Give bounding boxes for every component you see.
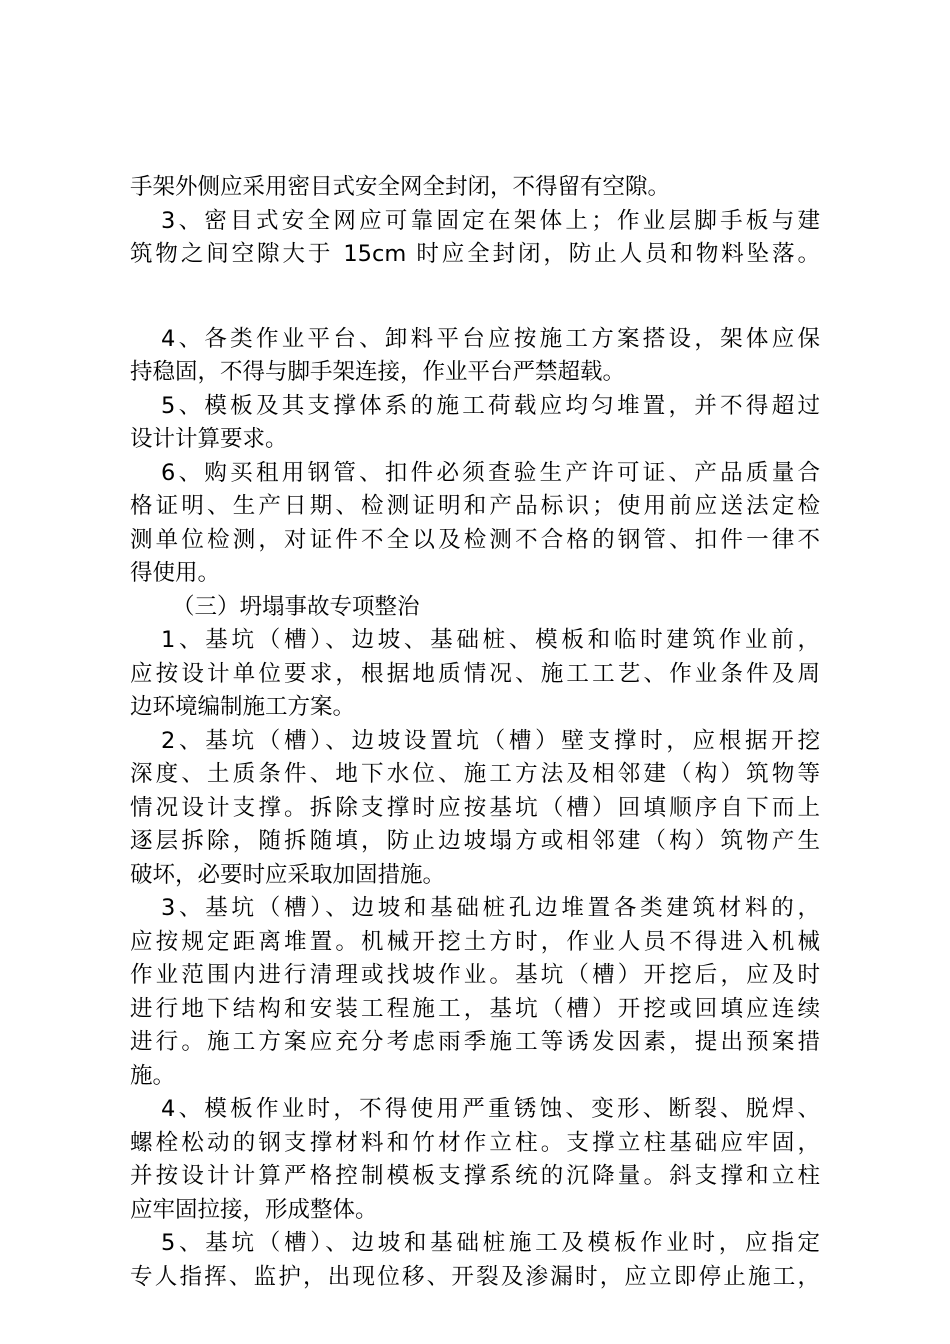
text-line-15: 边环境编制施工方案。 [130,694,356,720]
text-line-14: 应按设计单位要求，根据地质情况、施工工艺、作业条件及周 [130,660,820,687]
section-heading: （三）坍塌事故专项整治 [172,593,420,620]
text-line-28: 螺栓松动的钢支撑材料和竹材作立柱。支撑立柱基础应牢固， [130,1129,820,1156]
text-line-30: 应牢固拉接，形成整体。 [130,1196,378,1223]
text-line-26: 施。 [130,1062,176,1089]
text-line-29: 并按设计计算严格控制模板支撑系统的沉降量。斜支撑和立柱 [130,1163,820,1189]
text-line-20: 破坏，必要时应采取加固措施。 [130,861,446,888]
text-line-6: 5、模板及其支撑体系的施工荷载应均匀堆置，并不得超过 [161,392,820,419]
text-line-8: 6、购买租用钢管、扣件必须查验生产许可证、产品质量合 [161,459,820,486]
text-line-24: 进行地下结构和安装工程施工，基坑（槽）开挖或回填应连续 [130,995,820,1022]
text-line-2: 3、密目式安全网应可靠固定在架体上；作业层脚手板与建 [161,207,820,234]
text-line-27: 4、模板作业时，不得使用严重锈蚀、变形、断裂、脱焊、 [161,1096,820,1122]
text-line-5: 持稳固，不得与脚手架连接，作业平台严禁超载。 [130,359,626,385]
text-line-23: 作业范围内进行清理或找坡作业。基坑（槽）开挖后，应及时 [130,962,820,988]
document-page [130,171,820,1294]
text-line-11: 得使用。 [130,560,221,586]
text-line-16: 2、基坑（槽）、边坡设置坑（槽）壁支撑时，应根据开挖 [161,727,820,754]
text-line-1: 手架外侧应采用密目式安全网全封闭，不得留有空隙。 [130,174,671,200]
text-line-31: 5、基坑（槽）、边坡和基础桩施工及模板作业时，应指定 [161,1230,820,1256]
text-line-13: 1、基坑（槽）、边坡、基础桩、模板和临时建筑作业前， [161,627,820,653]
text-line-4: 4、各类作业平台、卸料平台应按施工方案搭设，架体应保 [161,325,820,352]
text-line-7: 设计计算要求。 [130,426,288,452]
text-line-10: 测单位检测，对证件不全以及检测不合格的钢管、扣件一律不 [130,526,820,553]
blank-line [130,272,820,323]
text-line-17: 深度、土质条件、地下水位、施工方法及相邻建（构）筑物等 [130,761,820,787]
text-line-32: 专人指挥、监护，出现位移、开裂及渗漏时，应立即停止施工， [130,1263,820,1290]
text-line-18: 情况设计支撑。拆除支撑时应按基坑（槽）回填顺序自下而上 [130,794,820,821]
text-line-9: 格证明、生产日期、检测证明和产品标识；使用前应送法定检 [130,493,820,519]
text-line-3: 筑物之间空隙大于 15cm 时应全封闭，防止人员和物料坠落。 [130,241,820,267]
text-line-25: 进行。施工方案应充分考虑雨季施工等诱发因素，提出预案措 [130,1029,820,1055]
text-line-19: 逐层拆除，随拆随填，防止边坡塌方或相邻建（构）筑物产生 [130,828,820,854]
text-line-21: 3、基坑（槽）、边坡和基础桩孔边堆置各类建筑材料的， [161,895,820,921]
text-line-22: 应按规定距离堆置。机械开挖土方时，作业人员不得进入机械 [130,928,820,955]
